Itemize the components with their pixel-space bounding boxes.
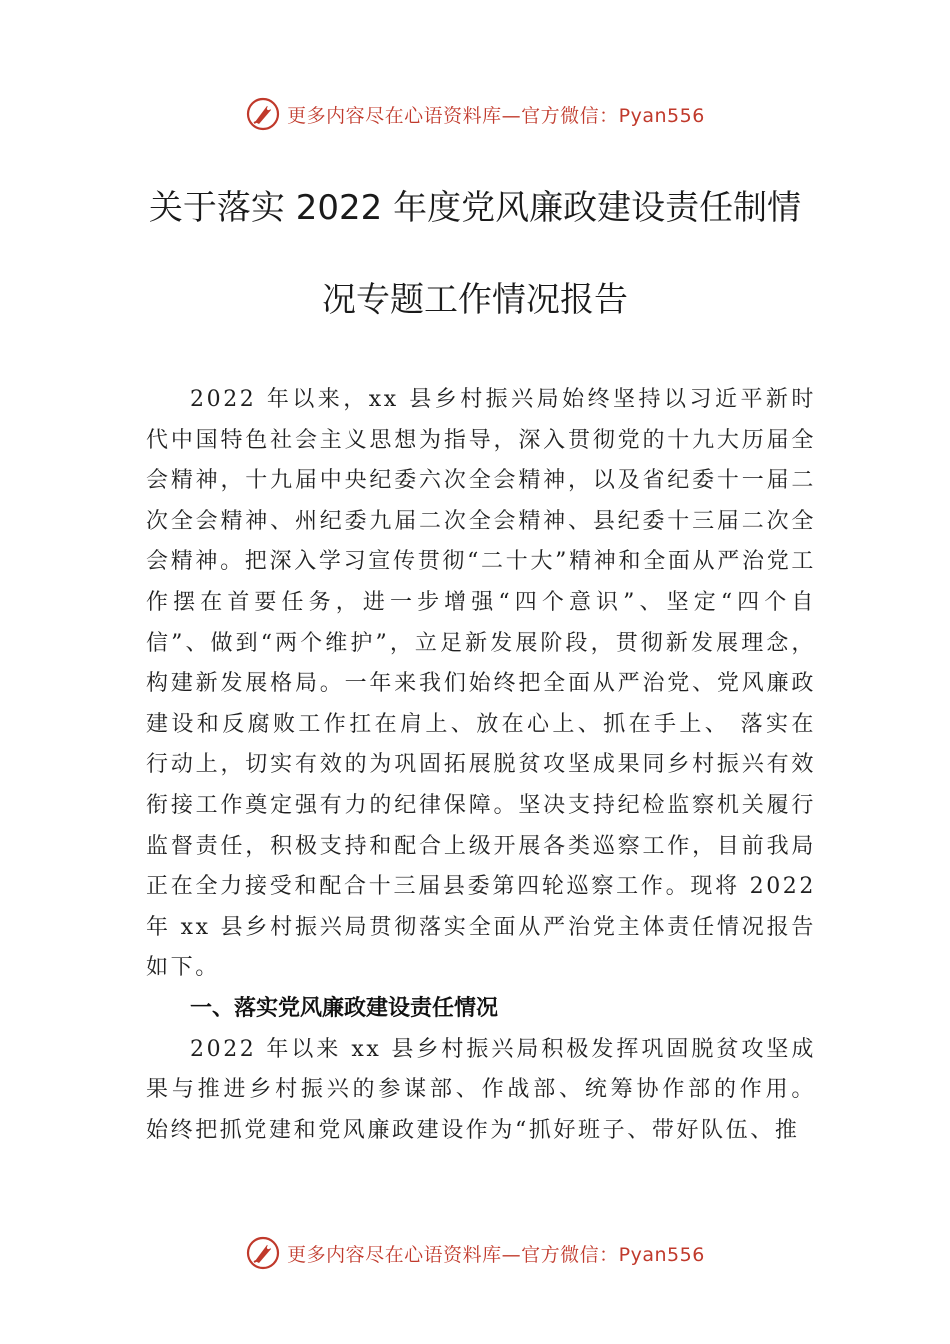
footer-watermark-banner	[0, 1233, 950, 1273]
header-watermark-banner	[0, 94, 950, 134]
body-paragraph-2: 2022 年以来 xx 县乡村振兴局积极发挥巩固脱贫攻坚成果与推进乡村振兴的参谋部、作战部、统筹协作部的作用。 始终把抓党建和党风廉政建设作为“抓好班子、带好队伍、推	[146, 1036, 816, 1143]
banner-text: 更多内容尽在心语资料库—官方微信：Pyan556	[287, 104, 705, 127]
document-title-line-2: 况专题工作情况报告	[322, 280, 628, 320]
body-paragraph-1: 2022 年以来，xx 县乡村振兴局始终坚持以习近平新时代中国特色社会主义思想为指导，深入贯彻党的十九大历届全会精神，十九届中央纪委六次全会精神，以及省纪委十一届二次全会精神、州纪委九届二次全会精神、县纪委十三届二次全会精神。把深入学习宣传贯彻“二十大”精神和全面从严治党工作摆在首要任务，进一步增强“四个意识”、坚定“四个自信”、做到“两个维护”，立足新发展阶段，贯彻新发展理念，构建新发展格局。一年来我们始终把全面从严治党、党风廉政建设和反腐败工作扛在肩上、放在心上、抓在手上、 落实在行动上，切实有效的为巩固拓展脱贫攻坚成果同乡村振兴有效衔接工作奠定强有力的纪律保障。坚决支持纪检监察机关履行监督责任，积极支持和配合上级开展各类巡察工作，目前我局正在全力接受和配合十三届县委第四轮巡察工作。现将 2022 年 xx 县乡村振兴局贯彻落实全面从严治党主体责任情况报告如下。	[146, 387, 816, 981]
pen-nib-logo-icon	[245, 96, 281, 132]
document-body	[146, 380, 816, 1151]
pen-nib-logo-icon	[245, 1235, 281, 1271]
section-heading-1: 一、落实党风廉政建设责任情况	[190, 995, 499, 1021]
document-title-line-1: 关于落实 2022 年度党风廉政建设责任制情	[148, 188, 802, 228]
banner-text: 更多内容尽在心语资料库—官方微信：Pyan556	[287, 1243, 705, 1266]
